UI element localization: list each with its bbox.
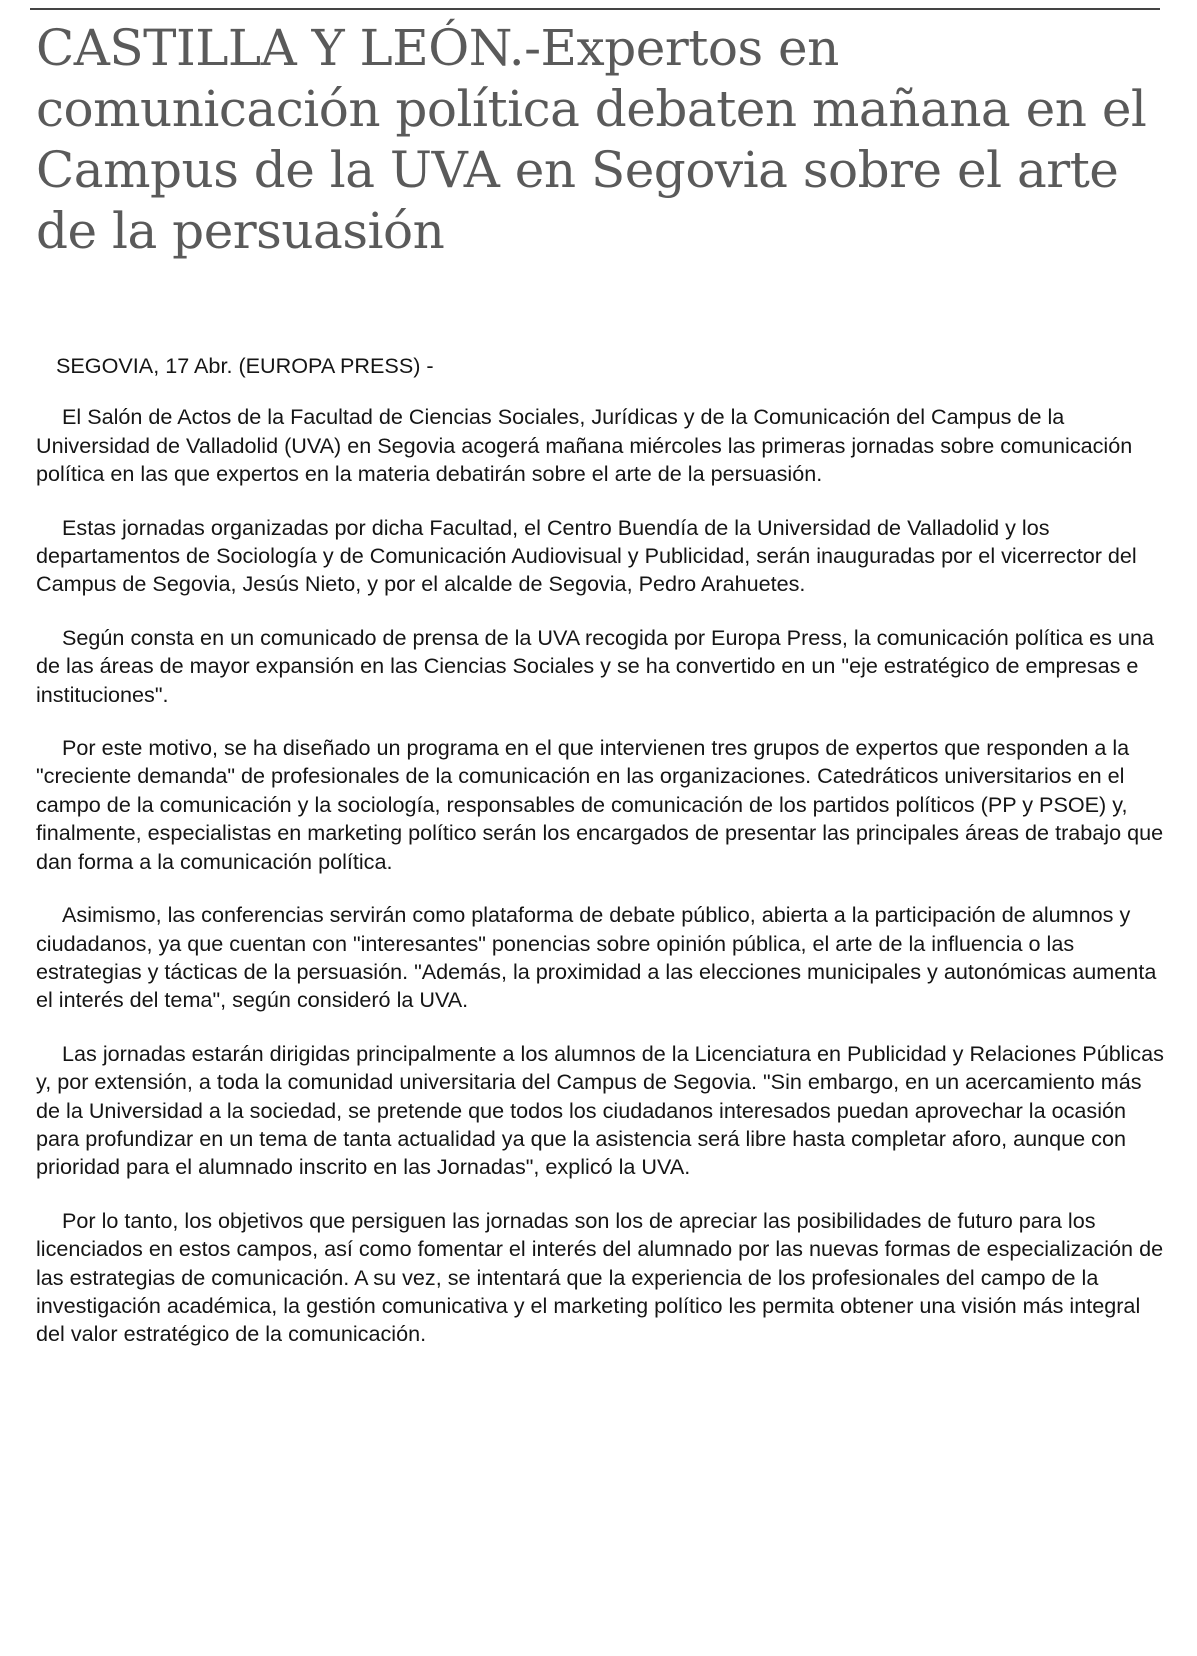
article-paragraph-7: Por lo tanto, los objetivos que persiguen las jornadas son los de apreciar las posibilidades de futuro para los licenciados en estos campos, así como fomentar el interés del alumnado por las nuevas formas de especialización de las estrategias de comunicación. A su vez, se intentará que la experiencia de los profesionales del campo de la investigación académica, la gestión comunicativa y el marketing político les permita obtener una visión más integral del valor estratégico de la comunicación. xyxy=(36,1207,1164,1347)
article-paragraph-4: Por este motivo, se ha diseñado un programa en el que intervienen tres grupos de expertos que responden a la "creciente demanda" de profesionales de la comunicación en las organizaciones. Catedráticos universitarios en el campo de la comunicación y la sociología, responsables de comunicación de los partidos políticos (PP y PSOE) y, finalmente, especialistas en marketing político serán los encargados de presentar las principales áreas de trabajo que dan forma a la comunicación política. xyxy=(36,735,1164,874)
article-dateline: SEGOVIA, 17 Abr. (EUROPA PRESS) - xyxy=(56,353,434,378)
article-paragraph-3: Según consta en un comunicado de prensa de la UVA recogida por Europa Press, la comunicación política es una de las áreas de mayor expansión en las Ciencias Sociales y se ha convertido en un "eje estratégico de empresas e instituciones". xyxy=(36,624,1154,707)
article-paragraph-2: Estas jornadas organizadas por dicha Facultad, el Centro Buendía de la Universidad de Valladolid y los departamentos de Sociología y de Comunicación Audiovisual y Publicidad, serán inauguradas por el vicerrector del Campus de Segovia, Jesús Nieto, y por el alcalde de Segovia, Pedro Arahuetes. xyxy=(36,514,1137,597)
article-paragraph-5: Asimismo, las conferencias servirán como plataforma de debate público, abierta a la participación de alumnos y ciudadanos, ya que cuentan con "interesantes" ponencias sobre opinión pública, el arte de la influencia o las estrategias y tácticas de la persuasión. "Además, la proximidad a las elecciones municipales y autonómicas aumenta el interés del tema", según consideró la UVA. xyxy=(36,902,1157,1013)
article-headline: CASTILLA Y LEÓN.-Expertos en comunicación política debaten mañana en el Campus de la UVA en Segovia sobre el arte de la persuasión xyxy=(36,19,1147,260)
top-divider xyxy=(30,8,1160,10)
article-body xyxy=(36,352,1166,1374)
article-paragraph-1: El Salón de Actos de la Facultad de Ciencias Sociales, Jurídicas y de la Comunicación del Campus de la Universidad de Valladolid (UVA) en Segovia acogerá mañana miércoles las primeras jornadas sobre comunicación política en las que expertos en la materia debatirán sobre el arte de la persuasión. xyxy=(36,404,1133,487)
article-paragraph-6: Las jornadas estarán dirigidas principalmente a los alumnos de la Licenciatura en Publicidad y Relaciones Públicas y, por extensión, a toda la comunidad universitaria del Campus de Segovia. "Sin embargo, en un acercamiento más de la Universidad a la sociedad, se pretende que todos los ciudadanos interesados puedan aprovechar la ocasión para profundizar en un tema de tanta actualidad ya que la asistencia será libre hasta completar aforo, aunque con prioridad para el alumnado inscrito en las Jornadas", explicó la UVA. xyxy=(36,1040,1164,1180)
